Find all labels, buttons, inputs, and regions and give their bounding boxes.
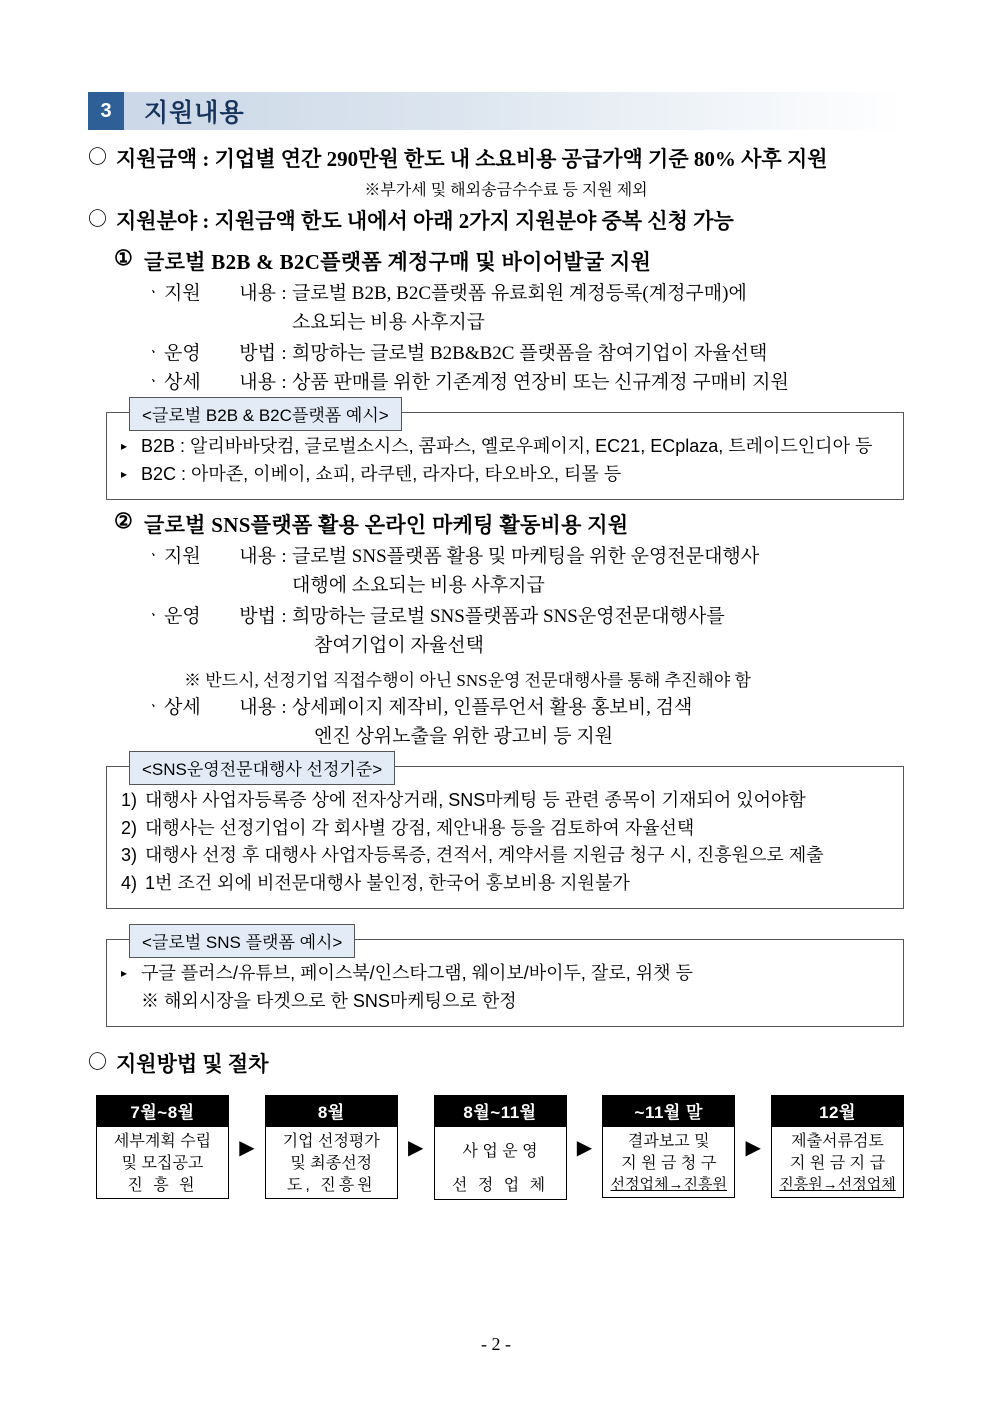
dot-bullet-icon: ㆍ	[146, 374, 161, 391]
colon: :	[281, 696, 287, 718]
list-item	[121, 988, 891, 1016]
platform-example-box-title: <글로벌 B2B & B2C플랫폼 예시>	[129, 397, 402, 431]
flow-step-1-line1: 세부계획 수립	[113, 1133, 212, 1151]
item2-row-support-text: 글로벌 SNS플랫폼 활용 및 마케팅을 위한 운영전문대행사	[292, 545, 760, 567]
item2-row-detail-cont: 엔진 상위노출을 위한 광고비 등 지원	[314, 726, 614, 748]
support-field-label: 지원분야	[116, 209, 198, 234]
support-field-row	[88, 206, 904, 236]
item1-row-detail-label-b: 내용	[239, 372, 276, 394]
item1-row-detail-label	[164, 369, 276, 398]
list-item	[121, 842, 891, 870]
item2-row-method-label-a: 운영	[164, 605, 201, 627]
colon: :	[281, 545, 287, 567]
flow-step-5-body	[771, 1127, 904, 1197]
agency-criteria-box-title: <SNS운영전문대행사 선정기준>	[129, 751, 395, 785]
flow-step-1	[96, 1095, 229, 1199]
item1-row-method-label-b: 방법	[239, 342, 276, 364]
flow-step-3-line1: 사 업 운 영	[462, 1143, 538, 1161]
circle-bullet-icon: 〇	[88, 147, 108, 168]
platform-example-box	[106, 405, 904, 500]
agency-criteria-box-wrap	[88, 759, 904, 910]
list-item	[121, 787, 891, 815]
list-item-text: 1번 조건 외에 비전문대행사 불인정, 한국어 홍보비용 지원불가	[145, 873, 630, 894]
list-item-marker: 4)	[121, 873, 138, 894]
item2-row-support-label	[164, 543, 276, 572]
item1-number: ①	[114, 245, 134, 270]
list-item-marker: 2)	[121, 817, 138, 838]
flow-arrow-icon: ▶	[745, 1137, 761, 1160]
dot-bullet-icon: ㆍ	[146, 344, 161, 361]
item2-row-detail-label-a: 상세	[164, 696, 201, 718]
item2-row-support	[88, 543, 904, 572]
item1-row-support-label-a: 지원	[164, 282, 201, 304]
item1-row-detail	[88, 369, 904, 398]
dot-bullet-icon: ㆍ	[146, 698, 161, 715]
flow-step-2-body	[265, 1127, 398, 1199]
item1-heading	[88, 246, 904, 276]
item2-row-support-label-a: 지원	[164, 545, 201, 567]
colon: :	[281, 342, 287, 364]
support-field-colon: :	[202, 209, 210, 234]
flow-step-1-body	[96, 1127, 229, 1199]
flow-step-2	[265, 1095, 398, 1199]
item2-title: 글로벌 SNS플랫폼 활용 온라인 마케팅 활동비용 지원	[144, 512, 629, 537]
method-label: 지원방법 및 절차	[116, 1052, 269, 1076]
item2-number: ②	[114, 508, 134, 533]
flow-step-3	[434, 1095, 567, 1199]
flow-step-3-period: 8월~11월	[434, 1095, 567, 1127]
flow-arrow-icon: ▶	[576, 1137, 593, 1160]
list-item-text: 구글 플러스/유튜브, 페이스북/인스타그램, 웨이보/바이두, 잘로, 위챗 등	[141, 963, 693, 984]
list-item-text: 대행사 사업자등록증 상에 전자상거래, SNS마케팅 등 관련 종목이 기재되어 있어야함	[145, 789, 806, 810]
colon: :	[281, 605, 287, 627]
platform-example-box-body	[121, 425, 891, 489]
list-item-marker: 1)	[121, 789, 138, 810]
method-row	[88, 1049, 904, 1079]
list-item	[121, 870, 891, 898]
item2-row-detail-text: 상세페이지 제작비, 인플루언서 활용 홍보비, 검색	[292, 696, 693, 718]
item1-row-support-text: 글로벌 B2B, B2C플랫폼 유료회원 계정등록(계정구매)에	[292, 282, 747, 304]
item2-row-support-label-b: 내용	[239, 545, 276, 567]
dot-bullet-icon: ㆍ	[146, 284, 161, 301]
list-item	[121, 960, 891, 988]
list-item-text: 대행사는 선정기업이 각 회사별 강점, 제안내용 등을 검토하여 자율선택	[145, 817, 695, 838]
flow-step-1-period: 7월~8월	[96, 1095, 229, 1127]
item2-starnote: ※ 반드시, 선정기업 직접수행이 아닌 SNS운영 전문대행사를 통해 추진해야 함	[184, 670, 751, 690]
agency-criteria-box	[106, 759, 904, 910]
item2-row-detail	[88, 694, 904, 723]
item1-row-method-label	[164, 340, 276, 369]
item1-row-support-label	[164, 280, 276, 309]
flow-step-4-period: ~11월 말	[602, 1095, 735, 1127]
item1-row-method-text: 희망하는 글로벌 B2B&B2C 플랫폼을 참여기업이 자율선택	[292, 342, 768, 364]
section-number: 3	[88, 92, 124, 130]
support-amount-colon: :	[202, 147, 210, 171]
colon: :	[281, 282, 287, 304]
circle-bullet-icon: 〇	[88, 209, 108, 231]
support-field-line	[116, 206, 734, 236]
flow-step-4-body	[602, 1127, 735, 1197]
triangle-bullet-icon: ▸	[121, 466, 128, 481]
section-header	[88, 92, 904, 130]
flow-step-4-line3: 선정업체→진흥원	[610, 1175, 727, 1193]
platform-example-box-wrap	[88, 405, 904, 500]
agency-criteria-box-body	[121, 779, 891, 899]
support-amount-row	[88, 144, 904, 174]
sns-example-box-wrap	[88, 933, 904, 1027]
process-flow	[88, 1095, 904, 1199]
item1-row-detail-label-a: 상세	[164, 372, 201, 394]
item2-row-method-text: 희망하는 글로벌 SNS플랫폼과 SNS운영전문대행사를	[292, 605, 725, 627]
flow-step-4-line2: 지 원 금 청 구	[621, 1155, 717, 1173]
flow-step-2-line2: 및 최종선정	[290, 1155, 373, 1173]
flow-step-3-line3: 선 정 업 체	[451, 1177, 549, 1195]
item2-row-detail-label	[164, 694, 276, 723]
item2-row-method-label	[164, 603, 276, 632]
triangle-bullet-icon: ▸	[121, 438, 128, 453]
support-amount-line	[116, 144, 828, 174]
flow-step-5-line3: 진흥원→선정업체	[779, 1175, 896, 1193]
item2-row-method-cont: 참여기업이 자율선택	[314, 635, 484, 657]
item2-row-method-label-b: 방법	[239, 605, 276, 627]
item1-row-support-cont: 소요되는 비용 사후지급	[292, 312, 486, 334]
list-item-text: B2B : 알리바바닷컴, 글로벌소시스, 콤파스, 옐로우페이지, EC21, ECplaza, 트레이드인디아 등	[141, 435, 873, 456]
item1-row-detail-text: 상품 판매를 위한 기존계정 연장비 또는 신규계정 구매비 지원	[292, 372, 789, 394]
flow-step-5-line2: 지 원 금 지 급	[789, 1155, 886, 1173]
list-item-text: ※ 해외시장을 타겟으로 한 SNS마케팅으로 한정	[141, 991, 517, 1012]
list-item	[121, 461, 891, 489]
item2-row-detail-label-b: 내용	[239, 696, 276, 718]
page-content	[88, 92, 904, 1200]
support-amount-note: ※부가세 및 해외송금수수료 등 지원 제외	[364, 182, 648, 200]
flow-arrow-icon: ▶	[239, 1137, 255, 1160]
flow-step-5-line1: 제출서류검토	[791, 1133, 884, 1151]
list-item	[121, 433, 891, 461]
sns-example-box-body	[121, 952, 891, 1016]
circle-bullet-icon: 〇	[88, 1052, 108, 1073]
support-field-text: 지원금액 한도 내에서 아래 2가지 지원분야 중복 신청 가능	[214, 209, 734, 234]
support-amount-label: 지원금액	[116, 147, 198, 171]
flow-arrow-icon: ▶	[407, 1137, 424, 1160]
flow-step-2-line3: 도, 진흥원	[286, 1176, 376, 1194]
flow-step-5-period: 12월	[771, 1095, 904, 1127]
support-amount-text: 기업별 연간 290만원 한도 내 소요비용 공급가액 기준 80% 사후 지원	[214, 147, 828, 171]
sns-example-box-title: <글로벌 SNS 플랫폼 예시>	[129, 924, 355, 958]
sns-example-box	[106, 933, 904, 1027]
colon: :	[281, 372, 287, 394]
item1-row-method-label-a: 운영	[164, 342, 201, 364]
flow-step-1-line3: 진 흥 원	[127, 1176, 198, 1194]
page-number: - 2 -	[481, 1334, 511, 1354]
item1-row-support	[88, 280, 904, 309]
flow-step-2-period: 8월	[265, 1095, 398, 1127]
list-item	[121, 815, 891, 843]
flow-step-4-line1: 결과보고 및	[627, 1133, 710, 1151]
dot-bullet-icon: ㆍ	[146, 607, 161, 624]
flow-step-5	[771, 1095, 904, 1199]
triangle-bullet-icon: ▸	[121, 966, 128, 981]
flow-step-3-body	[434, 1127, 567, 1199]
item2-heading	[88, 509, 904, 539]
list-item-text: 대행사 선정 후 대행사 사업자등록증, 견적서, 계약서를 지원금 청구 시, 진흥원으로 제출	[145, 845, 824, 866]
flow-step-4	[602, 1095, 735, 1199]
item1-title: 글로벌 B2B & B2C플랫폼 계정구매 및 바이어발굴 지원	[144, 249, 652, 274]
item1-row-support-label-b: 내용	[239, 282, 276, 304]
flow-step-2-line1: 기업 선정평가	[282, 1133, 380, 1151]
list-item-marker: 3)	[121, 845, 138, 866]
section-title: 지원내용	[144, 100, 245, 127]
item2-row-method	[88, 603, 904, 632]
item1-row-method	[88, 340, 904, 369]
flow-step-1-line2: 및 모집공고	[121, 1155, 204, 1173]
list-item-text: B2C : 아마존, 이베이, 쇼피, 라쿠텐, 라자다, 타오바오, 티몰 등	[141, 463, 622, 484]
dot-bullet-icon: ㆍ	[146, 547, 161, 564]
item2-row-support-cont: 대행에 소요되는 비용 사후지급	[292, 575, 545, 597]
